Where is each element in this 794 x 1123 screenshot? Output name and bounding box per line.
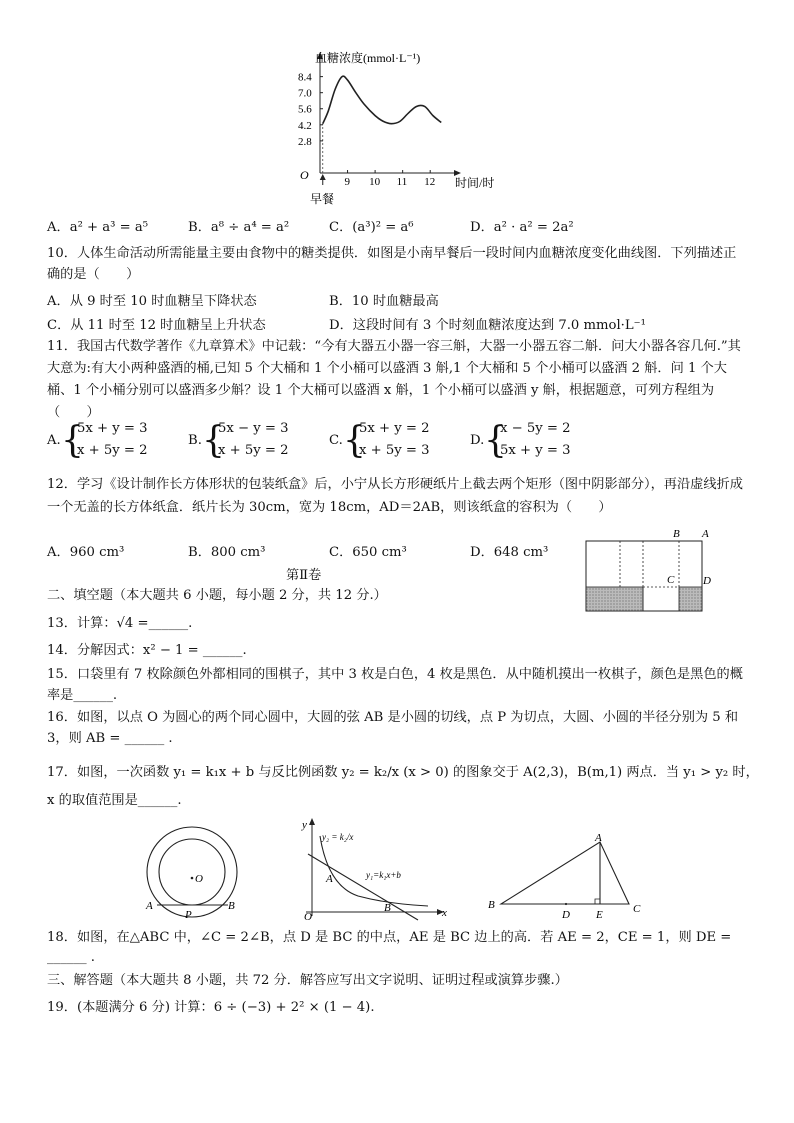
- q11-d-eq2: 5x + y = 3: [500, 443, 571, 458]
- center-dot: [191, 877, 194, 880]
- q11-a-label: A.: [47, 433, 61, 448]
- q15: 15．口袋里有 7 枚除颜色外都相同的围棋子，其中 3 枚是白色，4 枚是黑色．从中随机摸出一枚棋子，颜色是黑色的概率是______.: [47, 667, 743, 703]
- x-tick-label: 12: [424, 176, 436, 188]
- q12-option-c: C．650 cm³: [329, 545, 407, 560]
- q10-stem: 10．人体生命活动所需能量主要由食物中的糖类提供．如图是小南早餐后一段时间内血糖浓度变化曲线图．下列描述正确的是（ ）: [47, 246, 737, 282]
- chart-y-label: 血糖浓度(mmol·L⁻¹): [315, 51, 421, 65]
- y-tick-label: 7.0: [298, 87, 312, 100]
- brace-b: {: [202, 420, 225, 461]
- q11-b-eq2: x + 5y = 2: [218, 443, 289, 458]
- chart-breakfast-label: 早餐: [310, 192, 335, 206]
- q11-option-d: [470, 420, 600, 468]
- label-c: C: [667, 574, 675, 586]
- label-y: y: [302, 819, 307, 831]
- section-3-heading: 三、解答题（本大题共 8 小题，共 72 分．解答应写出文字说明、证明过程或演算步骤.）: [47, 973, 568, 988]
- q13: 13．计算：√4 =______.: [47, 616, 193, 631]
- label-e: E: [596, 909, 603, 921]
- q11-a-eq2: x + 5y = 2: [77, 443, 148, 458]
- large-circle: [147, 827, 237, 917]
- brace-c: {: [343, 420, 366, 461]
- label-b: B: [384, 902, 391, 914]
- q16: 16．如图，以点 O 为圆心的两个同心圆中，大圆的弦 AB 是小圆的切线，点 P 为切点，大圆、小圆的半径分别为 5 和 3，则 AB = ______ .: [47, 710, 739, 746]
- label-d: D: [562, 909, 570, 921]
- label-y2: y₂ = k₂/x: [322, 832, 354, 842]
- concentric-circles-figure: [140, 820, 250, 924]
- triangle-figure: [486, 832, 656, 922]
- blood-sugar-curve: [323, 76, 441, 124]
- brace-d: {: [484, 420, 507, 461]
- chart-x-label: 时间/时: [455, 176, 495, 190]
- q11-d-label: D.: [470, 433, 485, 448]
- section-2-heading: 二、填空题（本大题共 6 小题，每小题 2 分，共 12 分.）: [47, 588, 387, 603]
- q9-option-a: A．a² + a³ = a⁵: [47, 220, 149, 235]
- label-c: C: [633, 903, 641, 915]
- q11-option-c: [329, 420, 459, 468]
- label-b: B: [228, 900, 235, 912]
- small-circle: [159, 839, 225, 905]
- label-x: x: [442, 907, 447, 919]
- label-a: A: [146, 900, 153, 912]
- x-tick-label: 9: [344, 176, 351, 188]
- q11-option-b: [188, 420, 318, 468]
- box-net-figure: [580, 525, 720, 617]
- shaded-rect-left: [586, 587, 643, 611]
- line-y1: [308, 854, 418, 920]
- q10-option-d: D．这段时间有 3 个时刻血糖浓度达到 7.0 mmol·L⁻¹: [329, 318, 646, 333]
- label-a: A: [702, 528, 709, 540]
- q18-line1: 18．如图，在△ABC 中，∠C = 2∠B，点 D 是 BC 的中点，AE 是 BC 边上的高．若 AE = 2，CE = 1，则 DE =: [47, 930, 732, 945]
- q17-line2: x 的取值范围是______.: [47, 793, 182, 808]
- brace-a: {: [61, 420, 84, 461]
- q11-option-a: [47, 420, 177, 468]
- q9-option-c: C．(a³)² = a⁶: [329, 220, 414, 235]
- q12-stem: 12．学习《设计制作长方体形状的包装纸盒》后，小宁从长方形硬纸片上截去两个矩形（图中阴影部分），再沿虚线折成一个无盖的长方体纸盒．纸片长为 30cm，宽为 18cm，AD＝2AB，则该纸盒的容积为（ ）: [47, 477, 743, 515]
- function-graph-figure: [298, 816, 458, 924]
- q11-b-label: B.: [188, 433, 202, 448]
- triangle-abc: [501, 842, 629, 904]
- q10-option-b: B．10 时血糖最高: [329, 294, 439, 309]
- q11-a-eq1: 5x + y = 3: [77, 421, 148, 436]
- point-d: [565, 903, 567, 905]
- label-d: D: [703, 575, 711, 587]
- y-tick-label: 5.6: [298, 103, 312, 116]
- label-b: B: [488, 899, 495, 911]
- q11-c-eq2: x + 5y = 3: [359, 443, 430, 458]
- q12-option-d: D．648 cm³: [470, 545, 549, 560]
- chart-origin-label: O: [300, 168, 309, 182]
- q12-option-a: A．960 cm³: [47, 545, 125, 560]
- blood-sugar-chart: [285, 40, 515, 230]
- label-p: P: [185, 909, 192, 921]
- q11-c-eq1: 5x + y = 2: [359, 421, 430, 436]
- q14: 14．分解因式：x² − 1 = ______.: [47, 643, 247, 658]
- q18-line2: ______ .: [47, 950, 95, 965]
- q10-option-c: C．从 11 时至 12 时血糖呈上升状态: [47, 318, 266, 333]
- q9-option-b: B．a⁸ ÷ a⁴ = a²: [188, 220, 290, 235]
- q19: 19．(本题满分 6 分) 计算：6 ÷ (−3) + 2² × (1 − 4).: [47, 1000, 375, 1015]
- q17-line1: 17．如图，一次函数 y₁ = k₁x + b 与反比例函数 y₂ = k₂/x (x > 0) 的图象交于 A(2,3)，B(m,1) 两点．当 y₁ > y₂ 时，: [47, 765, 759, 780]
- label-o: O: [195, 873, 203, 885]
- y-tick-label: 8.4: [298, 71, 312, 84]
- q11-b-eq1: 5x − y = 3: [218, 421, 289, 436]
- x-tick-label: 10: [369, 176, 381, 188]
- part-2-title: 第Ⅱ卷: [286, 568, 322, 583]
- q11-stem: 11．我国古代数学著作《九章算术》中记载：“今有大器五小器一容三斛，大器一小器五容二斛．问大小器各容几何.”其大意为:有大小两种盛酒的桶,已知 5 个大桶和 1 个小桶可以盛酒 3 斛,1 个大桶和 5 个小桶可以盛酒 2 斛．问 1 个大桶、1 个小桶分别可以盛酒多少斛？设 1 个大桶可以盛酒 x 斛，1 个小桶可以盛酒 y 斛，根据题意，可列方程组为（ ）: [47, 339, 741, 420]
- breakfast-arrow-head: [320, 174, 326, 180]
- y-arrow: [309, 818, 315, 825]
- label-y1: y₁=k₁x+b: [366, 870, 401, 880]
- label-o: O: [304, 911, 312, 923]
- q11-c-label: C.: [329, 433, 343, 448]
- shaded-rect-right: [679, 587, 702, 611]
- label-a: A: [326, 873, 333, 885]
- label-b: B: [673, 528, 680, 540]
- y-tick-label: 2.8: [298, 135, 312, 148]
- y-tick-label: 4.2: [298, 119, 312, 132]
- q9-option-d: D．a² · a² = 2a²: [470, 220, 574, 235]
- label-a: A: [595, 832, 602, 844]
- q10-option-a: A．从 9 时至 10 时血糖呈下降状态: [47, 294, 257, 309]
- q11-d-eq1: x − 5y = 2: [500, 421, 571, 436]
- right-angle-mark: [595, 899, 600, 904]
- q12-option-b: B．800 cm³: [188, 545, 266, 560]
- x-tick-label: 11: [396, 176, 408, 188]
